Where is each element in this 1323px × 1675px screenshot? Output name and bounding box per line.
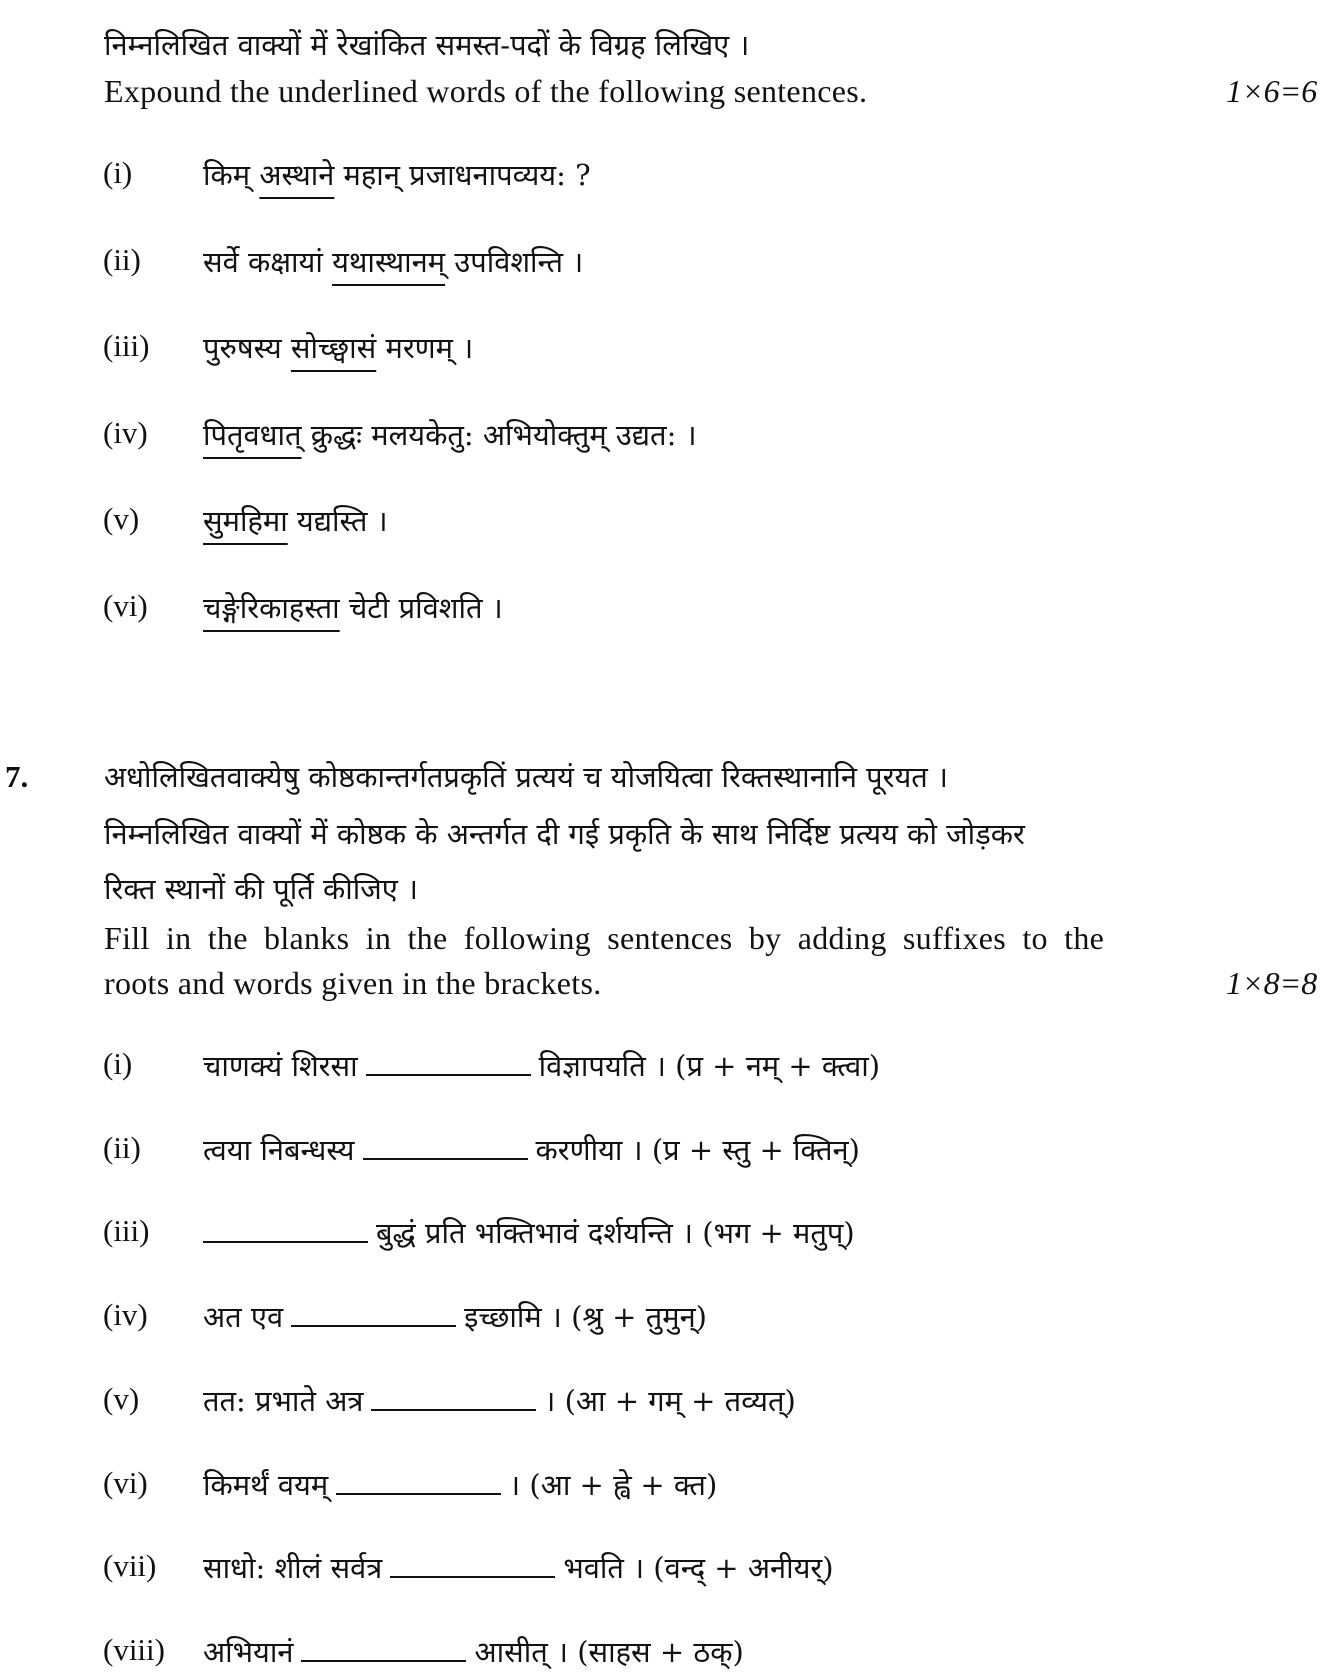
item-label: (ii) bbox=[103, 1129, 141, 1165]
item-text-after: क्रुद्धः मलयकेतु: अभियोक्तुम् उद्यत: । bbox=[301, 417, 697, 452]
item-text bbox=[203, 501, 388, 540]
q6-item bbox=[0, 415, 1323, 455]
item-label: (ii) bbox=[103, 241, 141, 277]
item-text-after: करणीया । (प्र + स्तु + क्तिन्) bbox=[535, 1132, 860, 1167]
item-label: (viii) bbox=[103, 1631, 165, 1667]
q6-item bbox=[0, 242, 1323, 282]
fill-in-blank bbox=[366, 1052, 531, 1076]
fill-in-blank bbox=[203, 1219, 368, 1243]
q6-item bbox=[0, 501, 1323, 541]
item-text bbox=[203, 1213, 855, 1252]
item-text-before: तत: प्रभाते अत्र bbox=[203, 1383, 364, 1418]
item-label: (v) bbox=[103, 501, 140, 537]
item-text bbox=[203, 1465, 717, 1504]
item-text-after: यद्यस्ति । bbox=[287, 504, 388, 539]
fill-in-blank bbox=[301, 1638, 466, 1662]
q7-instruction-hindi-1: निम्नलिखित वाक्यों में कोष्ठक के अन्तर्गत दी गई प्रकृति के साथ निर्दिष्ट प्रत्यय को जोड़कर bbox=[104, 817, 1025, 851]
q7-item bbox=[0, 1381, 1323, 1421]
underlined-word: चङ्गेरिकाहस्ता bbox=[203, 591, 340, 625]
q6-instruction-hindi: निम्नलिखित वाक्यों में रेखांकित समस्त-पदों के विग्रह लिखिए । bbox=[104, 28, 750, 62]
underlined-word: यथास्थानम् bbox=[332, 244, 446, 279]
fill-in-blank bbox=[363, 1136, 528, 1160]
item-text bbox=[203, 1632, 744, 1671]
item-text bbox=[203, 588, 503, 627]
q7-item bbox=[0, 1213, 1323, 1253]
item-text-before: किम् bbox=[203, 158, 260, 192]
underlined-word: सोच्छ्वासं bbox=[290, 331, 377, 366]
item-label: (i) bbox=[103, 1046, 133, 1081]
item-text bbox=[203, 1046, 880, 1085]
item-text-after: महान् प्रजाधनापव्यय: ? bbox=[334, 158, 591, 192]
q7-item bbox=[0, 1548, 1323, 1588]
item-text-after: । (आ + ह्वे + क्त) bbox=[509, 1467, 718, 1502]
item-text-after: मरणम् । bbox=[376, 331, 474, 366]
item-label: (vii) bbox=[103, 1548, 157, 1584]
item-label: (iv) bbox=[103, 1297, 148, 1333]
item-label: (iv) bbox=[103, 414, 148, 450]
item-text-after: चेटी प्रविशति । bbox=[339, 591, 503, 625]
item-text bbox=[203, 415, 697, 454]
item-label: (vi) bbox=[103, 1464, 148, 1500]
fill-in-blank bbox=[371, 1387, 536, 1411]
q7-item bbox=[0, 1632, 1323, 1672]
item-text-before: अत एव bbox=[203, 1300, 284, 1335]
item-text bbox=[203, 242, 583, 281]
item-text bbox=[203, 328, 473, 367]
item-label: (iii) bbox=[103, 1213, 150, 1249]
q7-instruction-english-2: roots and words given in the brackets. bbox=[104, 965, 602, 1001]
item-text-before: चाणक्यं शिरसा bbox=[203, 1049, 358, 1083]
item-text-before: सर्वे कक्षायां bbox=[203, 244, 333, 279]
item-text-before: अभियानं bbox=[203, 1634, 294, 1669]
fill-in-blank bbox=[390, 1554, 555, 1578]
item-text-after: उपविशन्ति । bbox=[445, 244, 584, 279]
item-text-before: पुरुषस्य bbox=[203, 331, 291, 366]
item-text bbox=[203, 1548, 834, 1587]
item-label: (vi) bbox=[103, 588, 148, 623]
item-text bbox=[203, 1297, 707, 1336]
question-number: 7. bbox=[5, 759, 29, 794]
item-text-after: विज्ञापयति । (प्र + नम् + क्त्वा) bbox=[538, 1049, 881, 1083]
underlined-word: पितृवधात् bbox=[203, 417, 302, 452]
item-text-before: किमर्थं वयम् bbox=[203, 1467, 329, 1502]
item-text-after: । (आ + गम् + तव्यत्) bbox=[544, 1383, 796, 1418]
item-label: (v) bbox=[103, 1380, 140, 1416]
q7-item bbox=[0, 1465, 1323, 1505]
item-text-after: बुद्धं प्रति भक्तिभावं दर्शयन्ति । (भग + मतुप्) bbox=[376, 1216, 855, 1251]
underlined-word: सुमहिमा bbox=[203, 504, 288, 539]
q7-instruction-english-1: Fill in the blanks in the following sentences by adding suffixes to the bbox=[104, 920, 1105, 956]
q6-item bbox=[0, 328, 1323, 368]
fill-in-blank bbox=[336, 1471, 501, 1495]
q7-item bbox=[0, 1046, 1323, 1086]
item-text-before: त्वया निबन्धस्य bbox=[203, 1132, 355, 1167]
q7-instruction-sanskrit: अधोलिखितवाक्येषु कोष्ठकान्तर्गतप्रकृतिं प्रत्ययं च योजयित्वा रिक्तस्थानानि पूरयत । bbox=[104, 760, 949, 794]
q6-item bbox=[0, 588, 1323, 628]
item-label: (i) bbox=[103, 155, 133, 190]
item-label: (iii) bbox=[103, 328, 150, 364]
item-text bbox=[203, 155, 591, 194]
item-text-after: इच्छामि । (श्रु + तुमुन्) bbox=[464, 1300, 707, 1335]
underlined-word: अस्थाने bbox=[259, 158, 335, 192]
q7-item bbox=[0, 1130, 1323, 1170]
q7-instruction-hindi-2: रिक्त स्थानों की पूर्ति कीजिए । bbox=[104, 872, 419, 906]
q6-item bbox=[0, 155, 1323, 195]
fill-in-blank bbox=[291, 1303, 456, 1327]
q6-marks: 1×6=6 bbox=[1226, 73, 1318, 109]
q7-marks: 1×8=8 bbox=[1226, 965, 1318, 1001]
item-text bbox=[203, 1130, 860, 1169]
item-text bbox=[203, 1381, 796, 1420]
q7-item bbox=[0, 1297, 1323, 1337]
item-text-after: आसीत् । (साहस + ठक्) bbox=[474, 1634, 744, 1669]
item-text-after: भवति । (वन्द् + अनीयर्) bbox=[563, 1551, 834, 1586]
q6-instruction-english: Expound the underlined words of the following sentences. bbox=[104, 73, 868, 109]
item-text-before: साधो: शीलं सर्वत्र bbox=[203, 1551, 383, 1586]
